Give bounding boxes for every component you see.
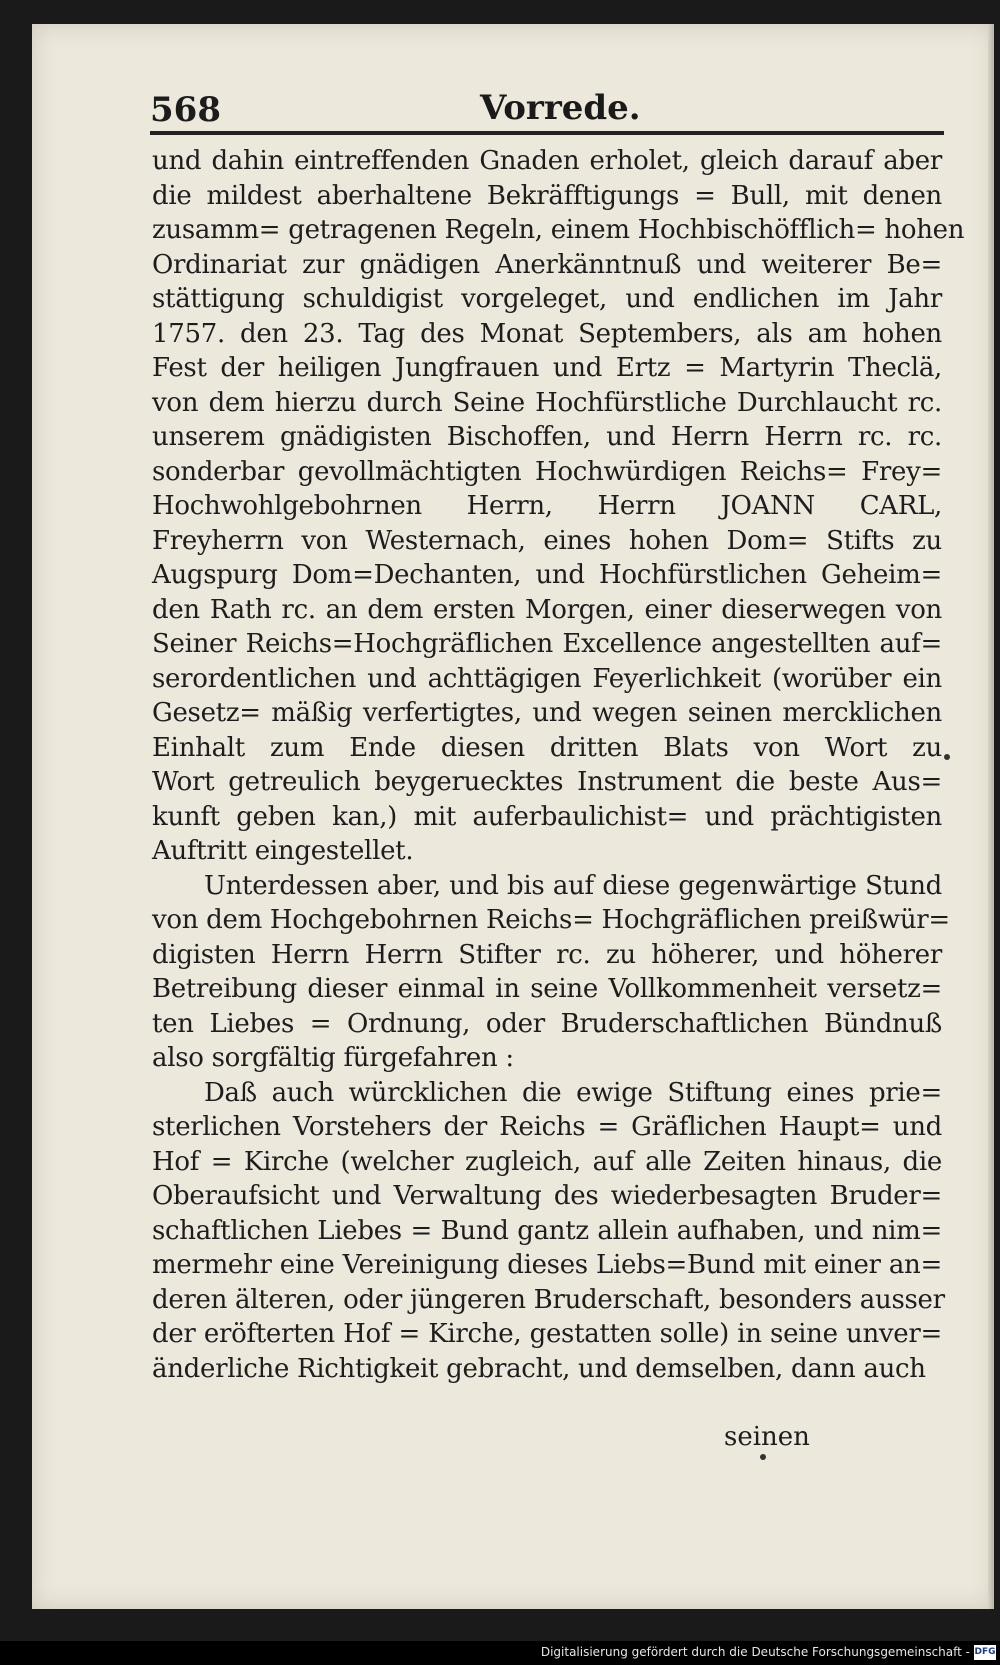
dfg-logo: DFG [974,1645,996,1660]
text-line: Freyherrn von Westernach, eines hohen Dom= Stifts zu [152,525,942,556]
header-rule [150,131,944,135]
text-line: unserem gnädigisten Bischoffen, und Herrn Herrn rc. rc. [152,422,942,452]
text-line: digisten Herrn Herrn Stifter rc. zu höherer, und höherer [152,939,942,970]
text-line: stättigung schuldigist vorgeleget, und endlichen im Jahr [152,284,942,314]
text-line: Oberaufsicht und Verwaltung des wiederbesagten Bruder= [152,1181,942,1211]
page-header [150,86,944,132]
text-line: die mildest aberhaltene Bekräfftigungs = Bull, mit denen [152,180,942,211]
text-line: Fest der heiligen Jungfrauen und Ertz = Martyrin Theclä, [152,353,942,383]
text-line: änderliche Richtigkeit gebracht, und demselben, dann auch [152,1353,926,1384]
text-line: Wort getreulich beygeruecktes Instrument die beste Aus= [152,767,942,797]
text-line: kunft geben kan,) mit auferbaulichist= und prächtigisten [152,801,942,832]
text-line: Unterdessen aber, und bis auf diese gegenwärtige Stund [204,870,942,901]
funding-credit: Digitalisierung gefördert durch die Deutsche Forschungsgemeinschaft - [540,1645,970,1659]
text-line: und dahin eintreffenden Gnaden erholet, gleich darauf aber [152,146,942,176]
text-line: zusamm= getragenen Regeln, einem Hochbischöfflich= hohen [152,215,965,245]
text-line: schaftlichen Liebes = Bund gantz allein aufhaben, und nim= [152,1215,942,1246]
margin-mark [944,754,950,760]
text-line: Auftritt eingestellet. [152,836,414,866]
text-line: deren älteren, oder jüngeren Bruderschaft, besonders ausser [152,1284,945,1315]
text-line: serordentlichen und achttägigen Feyerlichkeit (worüber ein [152,663,942,694]
text-line: sonderbar gevollmächtigten Hochwürdigen Reichs= Frey= [152,456,942,487]
text-line: ten Liebes = Ordnung, oder Bruderschaftlichen Bündnuß [152,1008,942,1039]
book-page [32,24,994,1609]
text-line: mermehr eine Vereinigung dieses Liebs=Bund mit einer an= [152,1250,942,1280]
text-line: von dem Hochgebohrnen Reichs= Hochgräflichen preißwür= [152,905,950,935]
text-line: 1757. den 23. Tag des Monat Septembers, als am hohen [152,318,942,349]
text-line: Hochwohlgebohrnen Herrn, Herrn JOANN CARL, [152,491,942,521]
page-number: 568 [150,90,221,130]
text-line: Gesetz= mäßig verfertigtes, und wegen seinen mercklichen [152,698,942,728]
digitization-footer [0,1641,1000,1665]
text-line: Einhalt zum Ende diesen dritten Blats von Wort zu [152,732,942,763]
text-line: also sorgfältig fürgefahren : [152,1043,514,1073]
text-line: Betreibung dieser einmal in seine Vollkommenheit versetz= [152,974,942,1004]
text-line: von dem hierzu durch Seine Hochfürstliche Durchlaucht rc. [152,387,942,418]
running-title: Vorrede. [480,88,641,128]
page-body-text [152,144,965,1386]
text-line: sterlichen Vorstehers der Reichs = Gräflichen Haupt= und [152,1112,942,1142]
text-line: Hof = Kirche (welcher zugleich, auf alle Zeiten hinaus, die [152,1146,942,1177]
text-line: Ordinariat zur gnädigen Anerkänntnuß und weiterer Be= [152,249,942,280]
text-line: der eröfterten Hof = Kirche, gestatten solle) in seine unver= [152,1319,942,1349]
text-line: Daß auch würcklichen die ewige Stiftung eines prie= [204,1077,942,1108]
catchword: seinen [724,1422,810,1452]
text-line: den Rath rc. an dem ersten Morgen, einer dieserwegen von [152,594,942,625]
margin-mark [760,1454,766,1460]
text-line: Seiner Reichs=Hochgräflichen Excellence angestellten auf= [152,629,942,659]
text-line: Augspurg Dom=Dechanten, und Hochfürstlichen Geheim= [152,560,942,590]
